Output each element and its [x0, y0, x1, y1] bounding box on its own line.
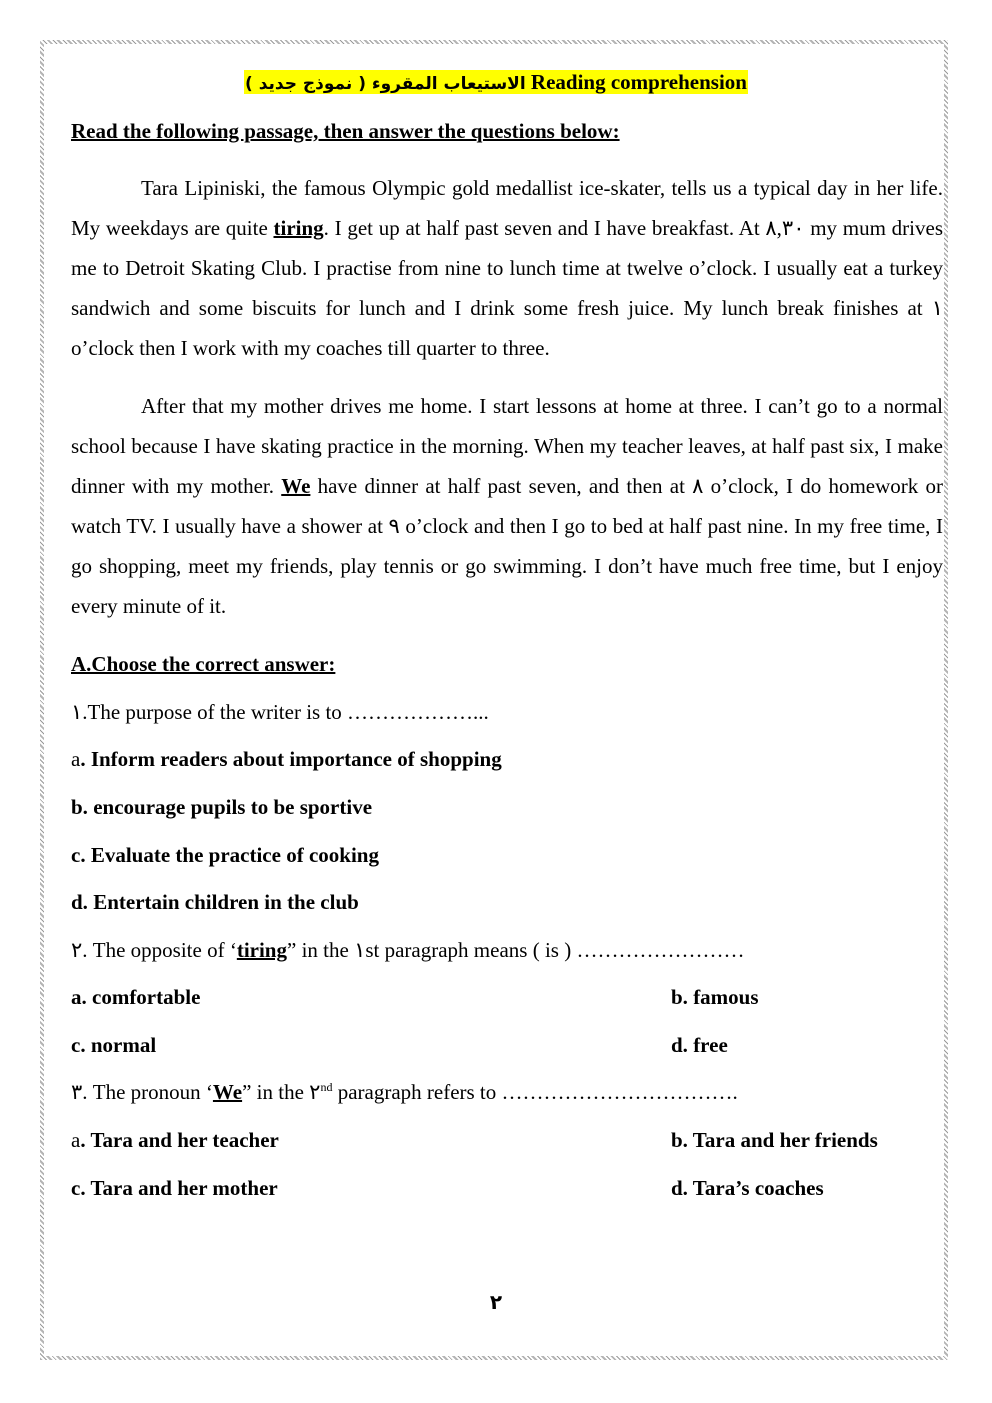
- passage-paragraph-2: [71, 386, 943, 626]
- stem-text: ٣. The pronoun ‘: [71, 1080, 213, 1104]
- option-text: normal: [85, 1033, 157, 1057]
- option-letter: d.: [671, 1033, 688, 1057]
- paragraph-text: Tara Lipiniski, the famous Olympic gold medallist ice-skater, tells us a typical day in her life. My weekdays are quite: [71, 176, 943, 240]
- question-3-option-c[interactable]: [71, 1176, 278, 1201]
- question-2-option-a[interactable]: [71, 985, 200, 1010]
- title-arabic: الاستيعاب المقروء ( نموذج جديد ): [245, 74, 526, 94]
- option-text: . Tara and her teacher: [80, 1128, 279, 1152]
- keyword-tiring: tiring: [236, 938, 287, 962]
- option-text: Tara and her mother: [85, 1176, 278, 1200]
- option-letter: b.: [71, 795, 88, 819]
- question-3-option-d[interactable]: [671, 1176, 824, 1201]
- question-2-option-d[interactable]: [671, 1033, 728, 1058]
- keyword-we: We: [212, 1080, 243, 1104]
- question-2-stem: [71, 938, 744, 963]
- option-letter: a: [71, 1128, 81, 1152]
- stem-text: ٢. The opposite of ‘: [71, 938, 237, 962]
- paragraph-text: After that my mother drives me home. I start lessons at home at three. I can’t go to a normal school because I have skating practice in the morning. When my teacher leaves, at half past six, I make dinner with my mother.: [71, 394, 943, 498]
- question-1-option-c[interactable]: [71, 843, 379, 868]
- stem-text: ” in the ٢: [242, 1080, 321, 1104]
- paragraph-text: have dinner at half past seven, and then at ٨ o’clock, I do homework or watch TV. I usually have a shower at ٩ o’clock and then I go to bed at half past nine. In my free time, I go shopping, meet my friends, play tennis or go swimming. I don’t have much free time, but I enjoy every minute of it.: [71, 474, 943, 618]
- option-text: famous: [687, 985, 759, 1009]
- title-row: [0, 70, 992, 95]
- question-3-option-a[interactable]: [71, 1128, 279, 1153]
- option-text: Tara and her friends: [687, 1128, 878, 1152]
- option-letter: b.: [671, 1128, 688, 1152]
- option-text: Evaluate the practice of cooking: [85, 843, 379, 867]
- option-text: Tara’s coaches: [687, 1176, 824, 1200]
- option-letter: c.: [71, 1176, 86, 1200]
- keyword-we: We: [281, 474, 311, 498]
- option-text: comfortable: [86, 985, 201, 1009]
- option-text: . Inform readers about importance of shopping: [80, 747, 502, 771]
- paragraph-text: . I get up at half past seven and I have breakfast. At ٨,٣٠ my mum drives me to Detroit Skating Club. I practise from nine to lunch time at twelve o’clock. I usually eat a turkey sandwich and some biscuits for lunch and I drink some fresh juice. My lunch break finishes at ١ o’clock then I work with my coaches till quarter to three.: [71, 216, 943, 360]
- question-1-option-b[interactable]: [71, 795, 372, 820]
- keyword-tiring: tiring: [273, 216, 324, 240]
- question-3-stem: [71, 1080, 738, 1105]
- page-title: [244, 70, 748, 94]
- option-text: encourage pupils to be sportive: [87, 795, 373, 819]
- question-2-option-b[interactable]: [671, 985, 759, 1010]
- option-letter: c.: [71, 843, 86, 867]
- option-letter: d.: [671, 1176, 688, 1200]
- option-text: Entertain children in the club: [87, 890, 359, 914]
- question-3-option-b[interactable]: [671, 1128, 878, 1153]
- option-text: free: [687, 1033, 728, 1057]
- option-letter: a.: [71, 985, 87, 1009]
- question-1-option-a[interactable]: [71, 747, 502, 772]
- option-letter: d.: [71, 890, 88, 914]
- passage-paragraph-1: [71, 168, 943, 368]
- instruction-heading: Read the following passage, then answer the questions below:: [71, 119, 620, 143]
- question-2-option-c[interactable]: [71, 1033, 156, 1058]
- option-letter: b.: [671, 985, 688, 1009]
- stem-text: paragraph refers to …………………………….: [332, 1080, 738, 1104]
- section-a-heading: A.Choose the correct answer:: [71, 652, 336, 676]
- option-letter: a: [71, 747, 81, 771]
- question-1-stem: ١.The purpose of the writer is to ………………...: [71, 700, 489, 724]
- question-1-option-d[interactable]: [71, 890, 359, 915]
- stem-text: ” in the ١st paragraph means ( is ) ……………………: [287, 938, 745, 962]
- ordinal-suffix: nd: [320, 1080, 333, 1094]
- page-number: ٢: [489, 1290, 503, 1314]
- title-english: Reading comprehension: [530, 70, 747, 94]
- option-letter: c.: [71, 1033, 86, 1057]
